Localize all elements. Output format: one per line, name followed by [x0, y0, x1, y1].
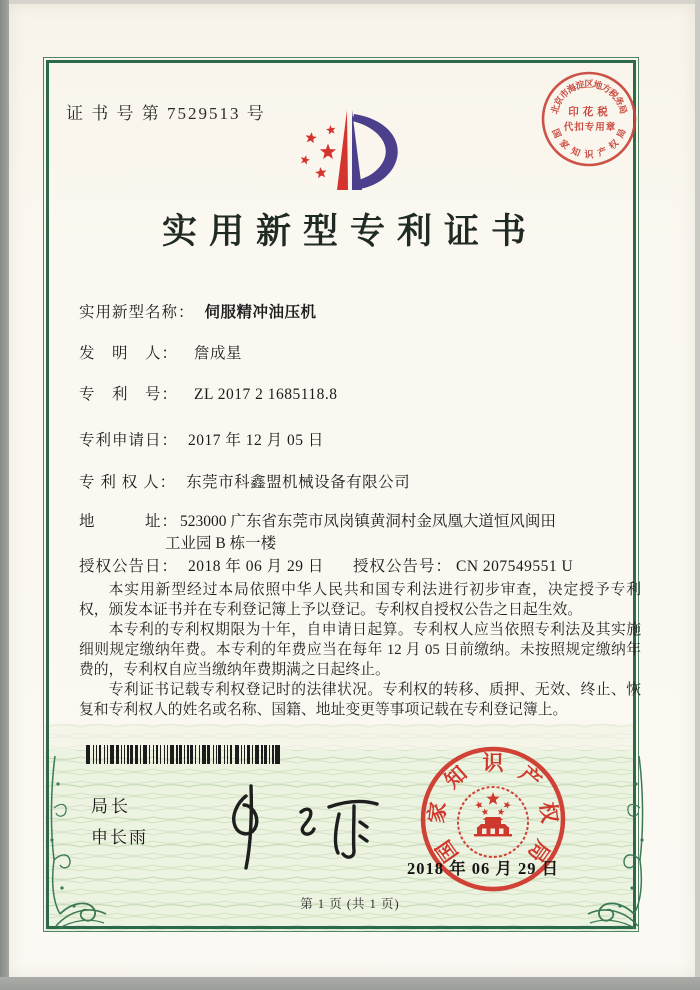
scan-edge-top	[9, 0, 695, 4]
svg-text:家: 家	[424, 800, 451, 825]
svg-text:家: 家	[557, 137, 572, 152]
patent-office-logo	[284, 103, 409, 198]
field-value: 523000 广东省东莞市凤岗镇黄洞村金凤凰大道恒风闽田	[180, 513, 556, 530]
scan-edge-bottom	[0, 977, 700, 990]
field-label: 授权公告日：	[79, 558, 179, 575]
svg-text:地: 地	[592, 79, 604, 92]
body-paragraph: 本实用新型经过本局依照中华人民共和国专利法进行初步审查，决定授予专利权，颁发本证书并在专利登记簿上予以登记。专利权自授权公告之日起生效。	[79, 582, 641, 618]
signer-title: 局长	[91, 797, 131, 816]
field-grant-date	[79, 554, 574, 576]
svg-text:局: 局	[616, 103, 629, 116]
tax-stamp-center-line2: 代扣专用章	[563, 123, 617, 133]
scan-edge-right	[695, 0, 700, 990]
field-label: 发 明 人：	[79, 345, 179, 362]
field-address-line2: 工业园 B 栋一楼	[165, 535, 277, 552]
svg-text:务: 务	[612, 94, 626, 108]
field-filing-date	[79, 428, 324, 450]
svg-text:方: 方	[599, 82, 613, 96]
field-label: 专利申请日：	[79, 432, 179, 449]
field-patent-number	[79, 382, 338, 404]
field-value: 2018 年 06 月 29 日	[188, 558, 324, 575]
field-value: ZL 2017 2 1685118.8	[194, 386, 338, 403]
scan-edge-left	[0, 0, 9, 990]
field-value: 詹成星	[194, 345, 243, 362]
footer-page-number: 第 1 页 (共 1 页)	[300, 897, 400, 911]
field-label: 专 利 号：	[79, 386, 179, 403]
svg-text:权: 权	[606, 137, 621, 152]
body-paragraph: 专利证书记载专利权登记时的法律状况。专利权的转移、质押、无效、终止、恢复和专利权人的姓名或名称、国籍、地址变更等事项记载在专利登记簿上。	[79, 682, 641, 718]
svg-text:区: 区	[584, 79, 594, 89]
svg-text:识: 识	[584, 149, 594, 160]
field-grant-number	[353, 554, 573, 576]
svg-text:市: 市	[557, 87, 572, 101]
svg-text:国: 国	[431, 835, 463, 867]
svg-text:识: 识	[482, 751, 504, 775]
svg-text:知: 知	[439, 761, 472, 794]
signer-name: 申长雨	[91, 828, 148, 847]
certificate-title: 实用新型专利证书	[161, 212, 538, 251]
field-label: 地 址：	[79, 513, 179, 530]
field-patentee	[79, 470, 410, 492]
svg-text:国: 国	[550, 127, 564, 140]
svg-text:产: 产	[514, 761, 547, 794]
svg-text:税: 税	[606, 87, 621, 101]
barcode	[86, 745, 281, 764]
commissioner-signature	[196, 776, 391, 874]
svg-text:京: 京	[552, 94, 566, 108]
svg-text:北: 北	[549, 103, 562, 116]
svg-text:权: 权	[535, 800, 562, 825]
field-value: CN 207549551 U	[456, 558, 574, 575]
certificate-number: 证 书 号 第 7529513 号	[66, 104, 266, 123]
svg-text:知: 知	[569, 145, 582, 159]
legal-body-text	[79, 580, 641, 720]
field-value: 伺服精冲油压机	[204, 304, 317, 321]
field-utility-model-name	[79, 300, 317, 322]
field-value: 东莞市科鑫盟机械设备有限公司	[186, 474, 411, 491]
svg-text:淀: 淀	[574, 79, 586, 92]
field-label: 授权公告号：	[353, 558, 453, 575]
svg-text:局: 局	[614, 127, 628, 140]
field-inventor	[79, 341, 242, 363]
svg-text:产: 产	[596, 145, 609, 159]
field-label: 专 利 权 人：	[79, 474, 177, 491]
tax-stamp-center-line1: 印花税	[568, 107, 612, 118]
field-value: 2017 年 12 月 05 日	[188, 432, 324, 449]
svg-text:局: 局	[523, 835, 555, 867]
svg-text:海: 海	[565, 82, 579, 96]
field-label: 实用新型名称：	[79, 304, 195, 321]
body-paragraph: 本专利的专利权期限为十年，自申请日起算。专利权人应当依照专利法及其实施细则规定缴纳年费。本专利的年费应当在每年 12 月 05 日前缴纳。未按照规定缴纳年费的，专利权自应当缴纳年费期满之日起终止。	[79, 622, 641, 678]
seal-date: 2018 年 06 月 29 日	[406, 859, 560, 878]
field-address	[79, 509, 556, 531]
